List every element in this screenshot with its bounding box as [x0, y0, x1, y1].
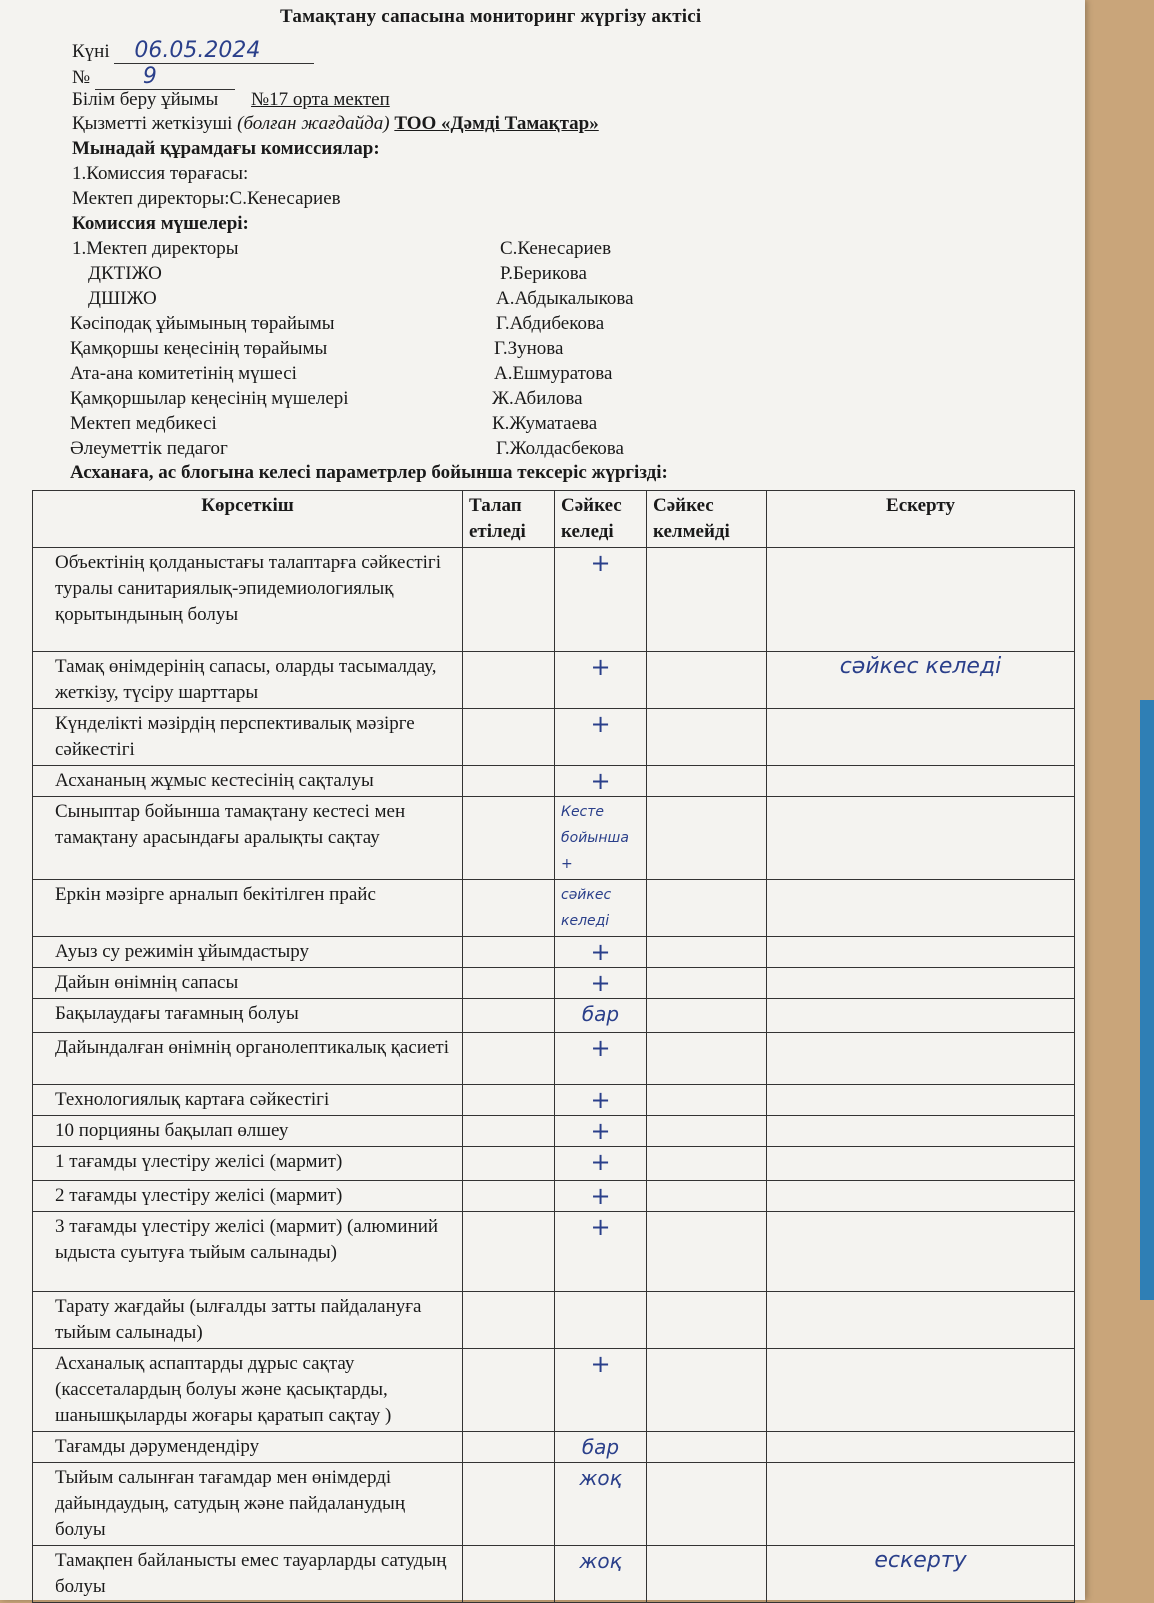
number-label: № — [72, 67, 91, 88]
complies-cell: + — [555, 1349, 647, 1432]
member-name: Г.Абдибекова — [496, 313, 605, 334]
table-row — [33, 797, 1075, 880]
table-row — [33, 1116, 1075, 1147]
indicator-cell: Бақылаудағы тағамның болуы — [33, 999, 463, 1033]
required-cell — [463, 999, 555, 1033]
indicator-cell: Тағамды дәрумендендіру — [33, 1432, 463, 1463]
note-cell — [767, 1116, 1075, 1147]
member-name: А.Абдыкалыкова — [496, 288, 634, 309]
member-name: Г.Жолдасбекова — [496, 438, 624, 459]
member-role: ДКТІЖО — [88, 263, 162, 284]
required-cell — [463, 968, 555, 999]
indicator-cell: Тыйым салынған тағамдар мен өнімдерді дайындаудың, сатудың және пайдаланудың болуы — [33, 1463, 463, 1546]
not-complies-cell — [647, 1116, 767, 1147]
note-cell — [767, 709, 1075, 766]
not-complies-cell — [647, 1147, 767, 1181]
complies-cell: + — [555, 766, 647, 797]
indicator-cell: Еркін мәзірге арналып бекітілген прайс — [33, 880, 463, 937]
document-title: Тамақтану сапасына мониторинг жүргізу актісі — [280, 6, 702, 27]
table-row — [33, 937, 1075, 968]
org-label: Білім беру ұйымы — [72, 89, 219, 110]
table-body — [33, 548, 1075, 1603]
indicator-cell: Сыныптар бойынша тамақтану кестесі мен тамақтану арасындағы аралықты сақтау — [33, 797, 463, 880]
not-complies-cell — [647, 652, 767, 709]
member-name: Ж.Абилова — [492, 388, 583, 409]
complies-cell: + — [555, 548, 647, 652]
table-row — [33, 766, 1075, 797]
member-name: С.Кенесариев — [500, 238, 612, 259]
indicator-cell: Асхананың жұмыс кестесінің сақталуы — [33, 766, 463, 797]
member-role: Кәсіподақ ұйымының төрайымы — [70, 313, 335, 334]
member-name: Г.Зунова — [494, 338, 564, 359]
indicator-cell: Тарату жағдайы (ылғалды затты пайдалануға тыйым салынады) — [33, 1292, 463, 1349]
not-complies-cell — [647, 1432, 767, 1463]
note-cell: ескерту — [767, 1546, 1075, 1603]
complies-cell: + — [555, 1181, 647, 1212]
note-cell — [767, 1432, 1075, 1463]
note-cell — [767, 1033, 1075, 1085]
note-cell — [767, 1147, 1075, 1181]
note-cell — [767, 1292, 1075, 1349]
indicator-cell: 3 тағамды үлестіру желісі (мармит) (алюминий ыдыста суытуға тыйым салынады) — [33, 1212, 463, 1292]
complies-cell: жоқ — [555, 1463, 647, 1546]
number-line — [72, 64, 235, 90]
note-cell — [767, 797, 1075, 880]
not-complies-cell — [647, 1463, 767, 1546]
not-complies-cell — [647, 1085, 767, 1116]
note-cell — [767, 1349, 1075, 1432]
indicator-cell: 1 тағамды үлестіру желісі (мармит) — [33, 1147, 463, 1181]
not-complies-cell — [647, 999, 767, 1033]
required-cell — [463, 1147, 555, 1181]
required-cell — [463, 1463, 555, 1546]
table-row — [33, 1033, 1075, 1085]
note-cell — [767, 999, 1075, 1033]
member-role: 1.Мектеп директоры — [72, 238, 239, 259]
complies-cell: + — [555, 1147, 647, 1181]
table-row — [33, 1181, 1075, 1212]
column-header: Талап етіледі — [463, 491, 555, 548]
complies-cell: + — [555, 709, 647, 766]
required-cell — [463, 709, 555, 766]
table-row — [33, 999, 1075, 1033]
column-header: Сәйкес келеді — [555, 491, 647, 548]
complies-cell: + — [555, 1085, 647, 1116]
table-row — [33, 1292, 1075, 1349]
not-complies-cell — [647, 548, 767, 652]
required-cell — [463, 797, 555, 880]
required-cell — [463, 548, 555, 652]
table-row — [33, 1212, 1075, 1292]
note-cell — [767, 548, 1075, 652]
complies-cell: + — [555, 1212, 647, 1292]
not-complies-cell — [647, 1212, 767, 1292]
date-value: 06.05.2024 — [134, 38, 261, 63]
column-header: Көрсеткіш — [33, 491, 463, 548]
required-cell — [463, 766, 555, 797]
required-cell — [463, 1116, 555, 1147]
note-cell — [767, 937, 1075, 968]
not-complies-cell — [647, 968, 767, 999]
required-cell — [463, 1033, 555, 1085]
table-row — [33, 1085, 1075, 1116]
supplier-value: ТОО «Дәмді Тамақтар» — [394, 113, 599, 134]
complies-cell: + — [555, 1033, 647, 1085]
note-cell — [767, 1085, 1075, 1116]
inspection-table — [32, 490, 1075, 1603]
members-heading: Комиссия мүшелері: — [72, 213, 249, 234]
indicator-cell: Дайын өнімнің сапасы — [33, 968, 463, 999]
required-cell — [463, 652, 555, 709]
not-complies-cell — [647, 709, 767, 766]
not-complies-cell — [647, 1033, 767, 1085]
required-cell — [463, 937, 555, 968]
required-cell — [463, 1085, 555, 1116]
supplier-note: (болған жағдайда) — [237, 113, 390, 134]
indicator-cell: Дайындалған өнімнің органолептикалық қасиеті — [33, 1033, 463, 1085]
complies-cell: + — [555, 1116, 647, 1147]
table-row — [33, 968, 1075, 999]
indicator-cell: Технологиялық картаға сәйкестігі — [33, 1085, 463, 1116]
date-line — [72, 38, 314, 64]
chair-label: 1.Комиссия төрағасы: — [72, 163, 249, 184]
table-row — [33, 1349, 1075, 1432]
column-header: Сәйкес келмейді — [647, 491, 767, 548]
required-cell — [463, 1292, 555, 1349]
complies-cell — [555, 1292, 647, 1349]
required-cell — [463, 1181, 555, 1212]
supplier-label: Қызметті жеткізуші — [72, 113, 233, 134]
inspection-heading: Асханаға, ас блогына келесі параметрлер бойынша тексеріс жүргізді: — [70, 462, 668, 483]
indicator-cell: 10 порцияны бақылап өлшеу — [33, 1116, 463, 1147]
required-cell — [463, 1432, 555, 1463]
table-row — [33, 880, 1075, 937]
column-header: Ескерту — [767, 491, 1075, 548]
required-cell — [463, 1546, 555, 1603]
table-row — [33, 1463, 1075, 1546]
commission-heading: Мынадай құрамдағы комиссиялар: — [72, 138, 380, 159]
table-header-row — [33, 491, 1075, 548]
not-complies-cell — [647, 1349, 767, 1432]
not-complies-cell — [647, 880, 767, 937]
indicator-cell: Күнделікті мәзірдің перспективалық мәзірге сәйкестігі — [33, 709, 463, 766]
table-row — [33, 1546, 1075, 1603]
complies-cell: + — [555, 937, 647, 968]
indicator-cell: Тамақпен байланысты емес тауарларды сатудың болуы — [33, 1546, 463, 1603]
member-role: Мектеп медбикесі — [70, 413, 217, 434]
table-row — [33, 1147, 1075, 1181]
indicator-cell: Объектінің қолданыстағы талаптарға сәйкестігі туралы санитариялық-эпидемиологиялық қорытындының болуы — [33, 548, 463, 652]
required-cell — [463, 1349, 555, 1432]
member-name: А.Ешмуратова — [494, 363, 613, 384]
number-value: 9 — [142, 64, 157, 89]
member-role: Қамқоршы кеңесінің төрайымы — [70, 338, 328, 359]
complies-cell: Кесте бойынша + — [555, 797, 647, 880]
blue-folder-edge — [1140, 700, 1154, 1300]
member-name: К.Жуматаева — [492, 413, 598, 434]
indicator-cell: Ауыз су режимін ұйымдастыру — [33, 937, 463, 968]
chair-value: Мектеп директоры:С.Кенесариев — [72, 188, 341, 209]
note-cell: сәйкес келеді — [767, 652, 1075, 709]
complies-cell: жоқ — [555, 1546, 647, 1603]
note-cell — [767, 1463, 1075, 1546]
member-role: Қамқоршылар кеңесінің мүшелері — [70, 388, 349, 409]
not-complies-cell — [647, 797, 767, 880]
note-cell — [767, 1212, 1075, 1292]
required-cell — [463, 880, 555, 937]
required-cell — [463, 1212, 555, 1292]
not-complies-cell — [647, 1546, 767, 1603]
table-row — [33, 548, 1075, 652]
supplier-line — [72, 113, 599, 135]
complies-cell: сәйкес келеді — [555, 880, 647, 937]
org-line — [72, 89, 390, 111]
member-role: ДШІЖО — [88, 288, 157, 309]
complies-cell: бар — [555, 1432, 647, 1463]
note-cell — [767, 766, 1075, 797]
not-complies-cell — [647, 766, 767, 797]
table-row — [33, 1432, 1075, 1463]
complies-cell: + — [555, 968, 647, 999]
not-complies-cell — [647, 937, 767, 968]
member-name: Р.Берикова — [500, 263, 587, 284]
note-cell — [767, 880, 1075, 937]
member-role: Әлеуметтік педагог — [70, 438, 228, 459]
not-complies-cell — [647, 1292, 767, 1349]
member-role: Ата-ана комитетінің мүшесі — [70, 363, 297, 384]
date-label: Күні — [72, 41, 110, 62]
complies-cell: + — [555, 652, 647, 709]
not-complies-cell — [647, 1181, 767, 1212]
indicator-cell: Тамақ өнімдерінің сапасы, оларды тасымалдау, жеткізу, түсіру шарттары — [33, 652, 463, 709]
indicator-cell: Асханалық аспаптарды дұрыс сақтау (кассеталардың болуы және қасықтарды, шанышқыларды жоғары қаратып сақтау ) — [33, 1349, 463, 1432]
org-value: №17 орта мектеп — [251, 89, 390, 110]
note-cell — [767, 968, 1075, 999]
note-cell — [767, 1181, 1075, 1212]
table-row — [33, 709, 1075, 766]
complies-cell: бар — [555, 999, 647, 1033]
indicator-cell: 2 тағамды үлестіру желісі (мармит) — [33, 1181, 463, 1212]
table-row — [33, 652, 1075, 709]
